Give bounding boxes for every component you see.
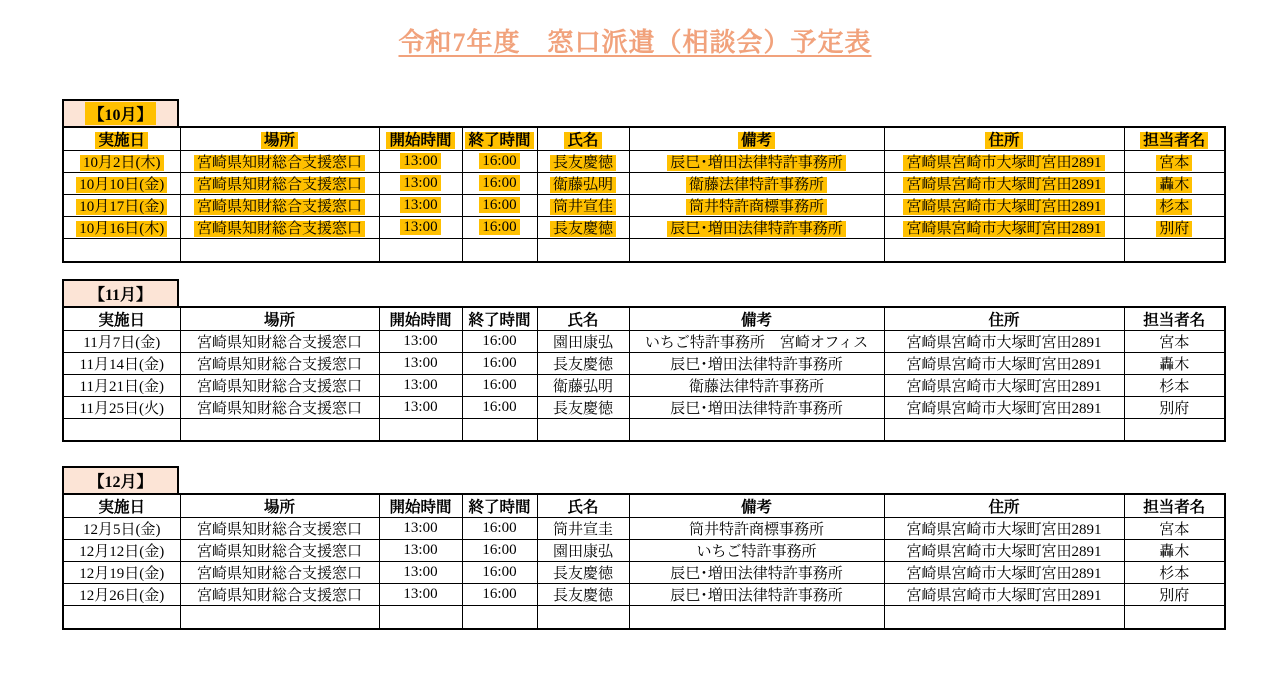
table-row (63, 352, 1225, 374)
table-cell: 辰巳･増田法律特許事務所 (629, 562, 884, 584)
highlighted-text: 衛藤法律特許事務所 (686, 177, 827, 193)
table-cell: 宮崎県知財総合支援窓口 (180, 396, 379, 418)
table-cell (379, 173, 462, 195)
table-cell: 衛藤法律特許事務所 (629, 374, 884, 396)
column-header (180, 127, 379, 151)
table-cell (1124, 217, 1225, 239)
table-cell (1124, 151, 1225, 173)
table-row (63, 151, 1225, 173)
table-cell: 別府 (1124, 396, 1225, 418)
table-cell: いちご特許事務所 (629, 540, 884, 562)
empty-cell (537, 239, 629, 262)
empty-row (63, 606, 1225, 629)
empty-cell (1124, 239, 1225, 262)
table-cell (180, 151, 379, 173)
column-header: 場所 (180, 307, 379, 331)
table-cell: 轟木 (1124, 540, 1225, 562)
table-cell (180, 195, 379, 217)
table-row (63, 195, 1225, 217)
highlighted-text: 16:00 (479, 175, 519, 191)
column-header: 住所 (884, 307, 1124, 331)
column-header (537, 127, 629, 151)
highlighted-text: 13:00 (400, 219, 440, 235)
empty-cell (180, 418, 379, 441)
table-cell (379, 195, 462, 217)
table-cell: 13:00 (379, 330, 462, 352)
empty-cell (629, 418, 884, 441)
highlighted-text: 辰巳･増田法律特許事務所 (667, 155, 846, 171)
table-cell (462, 173, 537, 195)
column-header: 実施日 (63, 307, 180, 331)
table-row (63, 540, 1225, 562)
table-cell (884, 151, 1124, 173)
table-cell: 11月21日(金) (63, 374, 180, 396)
table-cell: 辰巳･増田法律特許事務所 (629, 584, 884, 606)
table-cell: 12月12日(金) (63, 540, 180, 562)
highlighted-text: 衛藤弘明 (550, 177, 616, 193)
schedule-block-october (62, 99, 1224, 263)
empty-cell (1124, 606, 1225, 629)
empty-cell (884, 418, 1124, 441)
table-row (63, 173, 1225, 195)
empty-cell (884, 239, 1124, 262)
highlighted-text: 宮崎県宮崎市大塚町宮田2891 (903, 177, 1104, 193)
table-cell (63, 151, 180, 173)
column-header: 開始時間 (379, 307, 462, 331)
highlighted-text: 終了時間 (465, 132, 533, 149)
highlighted-text: 13:00 (400, 197, 440, 213)
table-cell: 11月25日(火) (63, 396, 180, 418)
column-header: 住所 (884, 494, 1124, 518)
empty-cell (537, 606, 629, 629)
column-header: 氏名 (537, 307, 629, 331)
table-cell: 宮崎県宮崎市大塚町宮田2891 (884, 540, 1124, 562)
highlighted-text: 宮崎県知財総合支援窓口 (194, 177, 365, 193)
table-cell: 長友慶徳 (537, 584, 629, 606)
table-cell (462, 151, 537, 173)
column-header: 実施日 (63, 494, 180, 518)
highlighted-text: 16:00 (479, 197, 519, 213)
empty-cell (63, 418, 180, 441)
table-cell (63, 195, 180, 217)
highlighted-text: 宮崎県宮崎市大塚町宮田2891 (903, 155, 1104, 171)
highlighted-text: 筒井宣佳 (550, 199, 616, 215)
column-header (884, 127, 1124, 151)
table-cell: 園田康弘 (537, 540, 629, 562)
table-cell: 宮崎県知財総合支援窓口 (180, 518, 379, 540)
month-label-october (62, 99, 179, 126)
table-cell: 宮崎県宮崎市大塚町宮田2891 (884, 396, 1124, 418)
table-cell: 杉本 (1124, 562, 1225, 584)
table-cell: 宮崎県宮崎市大塚町宮田2891 (884, 374, 1124, 396)
table-cell (884, 195, 1124, 217)
table-cell: 12月5日(金) (63, 518, 180, 540)
empty-cell (63, 239, 180, 262)
highlighted-text: 長友慶徳 (550, 155, 616, 171)
column-header (462, 127, 537, 151)
table-cell: 園田康弘 (537, 330, 629, 352)
empty-cell (884, 606, 1124, 629)
table-cell: 13:00 (379, 584, 462, 606)
empty-cell (180, 239, 379, 262)
table-cell (180, 217, 379, 239)
highlighted-text: 実施日 (95, 132, 148, 149)
table-cell: 16:00 (462, 518, 537, 540)
table-cell: 宮本 (1124, 330, 1225, 352)
table-cell: 長友慶徳 (537, 562, 629, 584)
column-header: 終了時間 (462, 494, 537, 518)
table-cell: 13:00 (379, 518, 462, 540)
table-cell: いちご特許事務所 宮崎オフィス (629, 330, 884, 352)
table-cell (629, 217, 884, 239)
table-row (63, 584, 1225, 606)
highlighted-text: 辰巳･増田法律特許事務所 (667, 221, 846, 237)
table-cell (63, 173, 180, 195)
highlighted-text: 13:00 (400, 175, 440, 191)
empty-cell (629, 606, 884, 629)
highlighted-text: 備考 (738, 132, 775, 149)
table-cell: 宮崎県知財総合支援窓口 (180, 352, 379, 374)
highlighted-text: 宮崎県知財総合支援窓口 (194, 155, 365, 171)
empty-cell (379, 239, 462, 262)
empty-cell (1124, 418, 1225, 441)
column-header (629, 127, 884, 151)
highlighted-text: 10月10日(金) (76, 177, 167, 193)
table-cell: 13:00 (379, 562, 462, 584)
month-label-november (62, 279, 179, 306)
table-cell: 宮崎県知財総合支援窓口 (180, 374, 379, 396)
empty-cell (537, 418, 629, 441)
table-cell: 別府 (1124, 584, 1225, 606)
table-row (63, 396, 1225, 418)
empty-cell (462, 239, 537, 262)
table-cell: 宮崎県宮崎市大塚町宮田2891 (884, 330, 1124, 352)
highlighted-text: 宮崎県知財総合支援窓口 (194, 199, 365, 215)
empty-cell (379, 418, 462, 441)
column-header: 担当者名 (1124, 307, 1225, 331)
table-cell: 16:00 (462, 562, 537, 584)
header-row (63, 494, 1225, 518)
table-cell (884, 173, 1124, 195)
table-cell: 長友慶徳 (537, 396, 629, 418)
table-cell: 11月7日(金) (63, 330, 180, 352)
highlighted-text: 住所 (985, 132, 1022, 149)
table-cell: 宮崎県知財総合支援窓口 (180, 584, 379, 606)
table-cell (462, 195, 537, 217)
highlighted-text: 轟木 (1156, 177, 1192, 193)
highlighted-text: 10月16日(木) (76, 221, 167, 237)
table-cell (629, 195, 884, 217)
table-cell (537, 217, 629, 239)
highlighted-text: 別府 (1156, 221, 1192, 237)
table-cell (180, 173, 379, 195)
table-cell (379, 217, 462, 239)
table-cell: 13:00 (379, 374, 462, 396)
schedule-table-october (62, 126, 1226, 263)
table-cell (629, 151, 884, 173)
highlighted-text: 筒井特許商標事務所 (686, 199, 827, 215)
table-cell: 宮本 (1124, 518, 1225, 540)
highlighted-text: 16:00 (479, 153, 519, 169)
table-cell: 筒井宣圭 (537, 518, 629, 540)
highlighted-text: 開始時間 (386, 132, 454, 149)
table-cell (537, 173, 629, 195)
table-cell: 筒井特許商標事務所 (629, 518, 884, 540)
table-cell: 12月26日(金) (63, 584, 180, 606)
table-cell: 13:00 (379, 396, 462, 418)
column-header: 場所 (180, 494, 379, 518)
empty-cell (63, 606, 180, 629)
table-cell: 16:00 (462, 396, 537, 418)
table-cell: 宮崎県知財総合支援窓口 (180, 562, 379, 584)
highlighted-text: 宮崎県宮崎市大塚町宮田2891 (903, 199, 1104, 215)
table-cell: 辰巳･増田法律特許事務所 (629, 352, 884, 374)
header-row (63, 127, 1225, 151)
empty-cell (629, 239, 884, 262)
empty-row (63, 418, 1225, 441)
highlighted-text: 氏名 (564, 132, 601, 149)
table-cell (462, 217, 537, 239)
table-cell: 16:00 (462, 330, 537, 352)
table-row (63, 217, 1225, 239)
column-header: 備考 (629, 494, 884, 518)
table-cell (629, 173, 884, 195)
column-header: 終了時間 (462, 307, 537, 331)
highlighted-text: 宮崎県知財総合支援窓口 (194, 221, 365, 237)
schedule-table-december (62, 493, 1226, 630)
table-cell: 衛藤弘明 (537, 374, 629, 396)
table-cell: 宮崎県知財総合支援窓口 (180, 540, 379, 562)
table-cell: 轟木 (1124, 352, 1225, 374)
empty-cell (462, 606, 537, 629)
column-header (379, 127, 462, 151)
schedule-block-december (62, 466, 1224, 630)
page-title: 令和7年度 窓口派遣（相談会）予定表 (398, 28, 872, 57)
column-header (63, 127, 180, 151)
highlighted-text: 10月2日(木) (80, 155, 164, 171)
highlighted-text: 10月17日(金) (76, 199, 167, 215)
empty-cell (180, 606, 379, 629)
table-cell: 宮崎県宮崎市大塚町宮田2891 (884, 584, 1124, 606)
table-cell (537, 151, 629, 173)
table-cell: 16:00 (462, 374, 537, 396)
header-row (63, 307, 1225, 331)
table-row (63, 374, 1225, 396)
table-cell: 16:00 (462, 540, 537, 562)
table-cell: 11月14日(金) (63, 352, 180, 374)
table-cell: 辰巳･増田法律特許事務所 (629, 396, 884, 418)
schedule-block-november (62, 279, 1224, 443)
column-header: 開始時間 (379, 494, 462, 518)
highlighted-text: 長友慶徳 (550, 221, 616, 237)
table-row (63, 518, 1225, 540)
table-cell: 16:00 (462, 352, 537, 374)
highlighted-text: 場所 (261, 132, 298, 149)
table-cell (63, 217, 180, 239)
month-label-text: 【11月】 (88, 286, 153, 304)
table-row (63, 562, 1225, 584)
table-cell: 杉本 (1124, 374, 1225, 396)
empty-cell (379, 606, 462, 629)
highlighted-text: 宮本 (1156, 155, 1192, 171)
column-header: 備考 (629, 307, 884, 331)
month-label-text: 【12月】 (88, 474, 153, 491)
table-cell (884, 217, 1124, 239)
highlighted-text: 杉本 (1156, 199, 1192, 215)
table-cell (537, 195, 629, 217)
table-row (63, 330, 1225, 352)
table-cell: 宮崎県宮崎市大塚町宮田2891 (884, 562, 1124, 584)
highlighted-text: 担当者名 (1140, 132, 1208, 149)
table-cell: 長友慶徳 (537, 352, 629, 374)
table-cell: 宮崎県知財総合支援窓口 (180, 330, 379, 352)
column-header (1124, 127, 1225, 151)
table-cell (1124, 173, 1225, 195)
table-cell: 宮崎県宮崎市大塚町宮田2891 (884, 518, 1124, 540)
empty-cell (462, 418, 537, 441)
highlighted-text: 宮崎県宮崎市大塚町宮田2891 (903, 221, 1104, 237)
column-header: 氏名 (537, 494, 629, 518)
column-header: 担当者名 (1124, 494, 1225, 518)
table-cell: 16:00 (462, 584, 537, 606)
month-label-text: 【10月】 (85, 102, 155, 125)
month-label-december (62, 466, 179, 493)
table-cell: 13:00 (379, 540, 462, 562)
schedule-table-november (62, 306, 1226, 443)
table-cell (379, 151, 462, 173)
table-cell (1124, 195, 1225, 217)
table-cell: 13:00 (379, 352, 462, 374)
highlighted-text: 16:00 (479, 219, 519, 235)
table-cell: 宮崎県宮崎市大塚町宮田2891 (884, 352, 1124, 374)
empty-row (63, 239, 1225, 262)
highlighted-text: 13:00 (400, 153, 440, 169)
table-cell: 12月19日(金) (63, 562, 180, 584)
